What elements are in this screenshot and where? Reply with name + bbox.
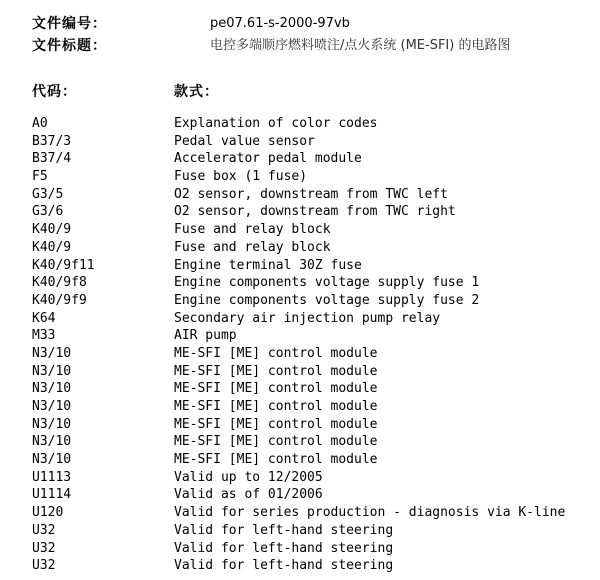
component-code: N3/10 — [32, 345, 72, 361]
list-item — [0, 486, 600, 504]
component-description: Fuse box (1 fuse) — [174, 169, 308, 185]
list-item — [0, 363, 600, 381]
component-description: O2 sensor, downstream from TWC right — [174, 204, 456, 220]
file-title-label: 文件标题： — [32, 38, 107, 54]
list-item — [0, 469, 600, 487]
component-code: G3/6 — [32, 204, 64, 220]
list-item — [0, 150, 600, 168]
component-code: U1114 — [32, 487, 72, 503]
component-code: U32 — [32, 540, 56, 556]
code-column-header: 代码： — [32, 84, 77, 100]
component-description: Valid up to 12/2005 — [174, 469, 323, 485]
component-list — [0, 115, 600, 575]
component-code: B37/3 — [32, 133, 72, 149]
component-code: K40/9 — [32, 222, 72, 238]
list-item — [0, 522, 600, 540]
list-item — [0, 504, 600, 522]
list-item — [0, 433, 600, 451]
component-code: N3/10 — [32, 452, 72, 468]
list-item — [0, 133, 600, 151]
component-description: ME-SFI [ME] control module — [174, 345, 378, 361]
component-description: AIR pump — [174, 328, 237, 344]
component-code: U1113 — [32, 469, 72, 485]
component-description: Secondary air injection pump relay — [174, 310, 441, 326]
list-item — [0, 327, 600, 345]
list-item — [0, 398, 600, 416]
component-code: N3/10 — [32, 363, 72, 379]
list-item — [0, 416, 600, 434]
component-description: Fuse and relay block — [174, 239, 331, 255]
component-description: Valid for series production - diagnosis via K-line — [174, 505, 566, 521]
component-code: K40/9 — [32, 239, 72, 255]
description-column-header: 款式： — [174, 84, 219, 100]
file-number-value: pe07.61-s-2000-97vb — [210, 16, 350, 31]
list-item — [0, 345, 600, 363]
component-description: Valid for left-hand steering — [174, 522, 394, 538]
component-description: ME-SFI [ME] control module — [174, 381, 378, 397]
component-code: K40/9f11 — [32, 257, 95, 273]
component-description: Engine terminal 30Z fuse — [174, 257, 362, 273]
component-code: N3/10 — [32, 434, 72, 450]
list-item — [0, 310, 600, 328]
list-item — [0, 557, 600, 575]
component-description: Explanation of color codes — [174, 116, 378, 131]
list-item — [0, 221, 600, 239]
list-item — [0, 380, 600, 398]
list-item — [0, 186, 600, 204]
component-code: K64 — [32, 310, 56, 326]
component-code: A0 — [32, 116, 48, 131]
component-description: O2 sensor, downstream from TWC left — [174, 186, 448, 202]
component-description: Valid as of 01/2006 — [174, 487, 323, 503]
component-description: Pedal value sensor — [174, 133, 315, 149]
component-code: G3/5 — [32, 186, 64, 202]
component-description: ME-SFI [ME] control module — [174, 363, 378, 379]
component-description: Accelerator pedal module — [174, 151, 362, 167]
list-item — [0, 239, 600, 257]
component-description: ME-SFI [ME] control module — [174, 416, 378, 432]
component-description: Valid for left-hand steering — [174, 540, 394, 556]
component-code: K40/9f9 — [32, 292, 87, 308]
list-item — [0, 451, 600, 469]
list-item — [0, 168, 600, 186]
file-title-value: 电控多端顺序燃料喷注/点火系统 (ME-SFI) 的电路图 — [210, 38, 511, 53]
component-description: ME-SFI [ME] control module — [174, 399, 378, 414]
component-code: N3/10 — [32, 381, 72, 397]
list-item — [0, 203, 600, 221]
component-code: K40/9f8 — [32, 275, 87, 291]
component-description: ME-SFI [ME] control module — [174, 434, 378, 450]
list-item — [0, 540, 600, 558]
list-item — [0, 257, 600, 275]
component-code: N3/10 — [32, 399, 72, 414]
component-description: Engine components voltage supply fuse 2 — [174, 292, 480, 308]
file-number-label: 文件编号： — [32, 16, 107, 32]
component-code: U32 — [32, 522, 56, 538]
component-code: U120 — [32, 505, 64, 521]
list-item — [0, 115, 600, 133]
component-code: U32 — [32, 558, 56, 574]
component-code: N3/10 — [32, 416, 72, 432]
component-description: Engine components voltage supply fuse 1 — [174, 275, 480, 291]
component-description: Valid for left-hand steering — [174, 558, 394, 574]
list-item — [0, 274, 600, 292]
component-code: B37/4 — [32, 151, 72, 167]
component-description: Fuse and relay block — [174, 222, 331, 238]
component-code: M33 — [32, 328, 56, 344]
component-description: ME-SFI [ME] control module — [174, 452, 378, 468]
component-code: F5 — [32, 169, 48, 185]
list-item — [0, 292, 600, 310]
